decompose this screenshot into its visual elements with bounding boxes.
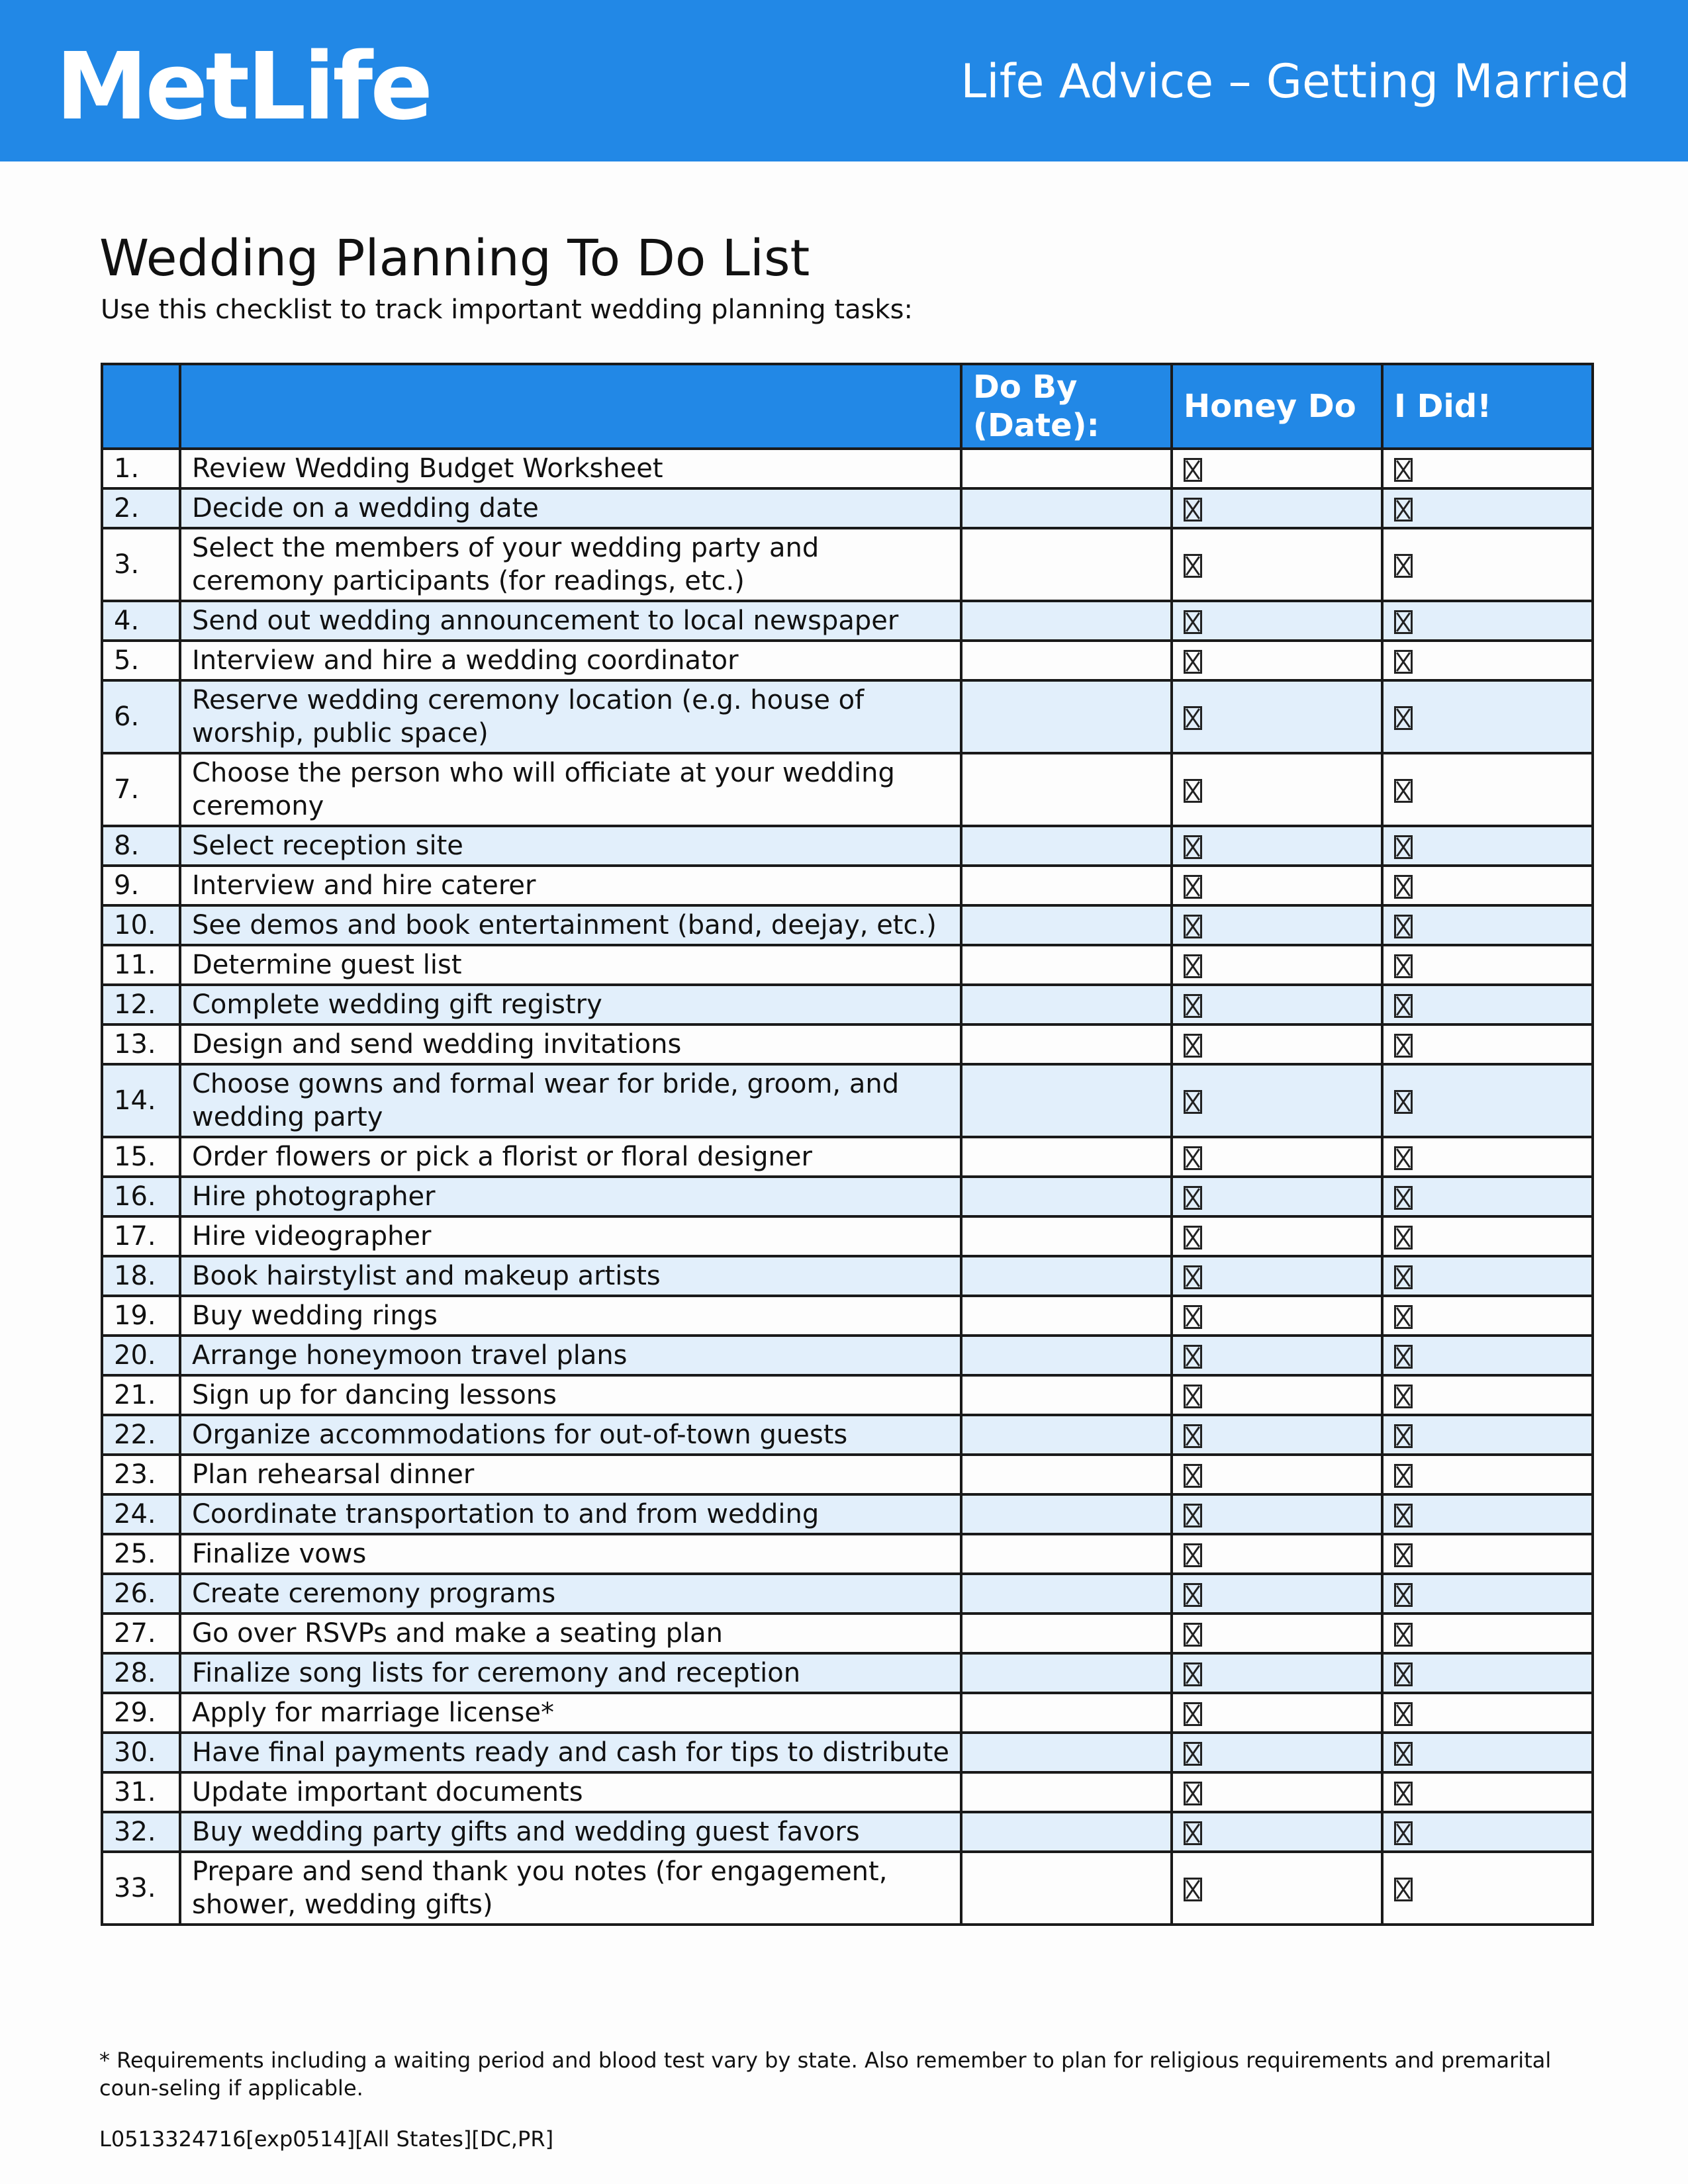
i-did-checkbox-icon[interactable] xyxy=(1394,1034,1413,1058)
i-did-cell xyxy=(1382,449,1593,488)
row-number: 12. xyxy=(102,985,180,1024)
i-did-cell xyxy=(1382,641,1593,680)
honey-do-checkbox-icon[interactable] xyxy=(1184,1782,1202,1805)
do-by-date-cell[interactable] xyxy=(961,1256,1172,1296)
honey-do-cell xyxy=(1172,1614,1382,1653)
do-by-date-cell[interactable] xyxy=(961,753,1172,826)
honey-do-cell xyxy=(1172,1415,1382,1455)
honey-do-cell xyxy=(1172,488,1382,528)
table-row xyxy=(102,1216,1593,1256)
honey-do-cell xyxy=(1172,1296,1382,1336)
i-did-cell xyxy=(1382,1812,1593,1852)
i-did-cell xyxy=(1382,1455,1593,1494)
i-did-cell xyxy=(1382,753,1593,826)
row-task: Prepare and send thank you notes (for engagement, shower, wedding gifts) xyxy=(180,1852,961,1925)
honey-do-checkbox-icon[interactable] xyxy=(1184,835,1202,859)
row-number: 2. xyxy=(102,488,180,528)
row-number: 30. xyxy=(102,1733,180,1772)
table-row xyxy=(102,1614,1593,1653)
i-did-checkbox-icon[interactable] xyxy=(1394,1345,1413,1369)
honey-do-checkbox-icon[interactable] xyxy=(1184,1186,1202,1210)
table-row xyxy=(102,866,1593,905)
i-did-cell xyxy=(1382,1336,1593,1375)
honey-do-checkbox-icon[interactable] xyxy=(1184,1305,1202,1329)
i-did-checkbox-icon[interactable] xyxy=(1394,1186,1413,1210)
i-did-cell xyxy=(1382,1177,1593,1216)
row-number: 9. xyxy=(102,866,180,905)
footnote: * Requirements including a waiting period and blood test vary by state. Also remember to plan for religious requirements and premarital coun-seling if applicable. xyxy=(99,2048,1552,2101)
row-task: Interview and hire a wedding coordinator xyxy=(180,641,961,680)
i-did-checkbox-icon[interactable] xyxy=(1394,1782,1413,1805)
i-did-checkbox-icon[interactable] xyxy=(1394,835,1413,859)
i-did-checkbox-icon[interactable] xyxy=(1394,1265,1413,1289)
honey-do-cell xyxy=(1172,1653,1382,1693)
i-did-checkbox-icon[interactable] xyxy=(1394,610,1413,634)
honey-do-checkbox-icon[interactable] xyxy=(1184,1424,1202,1448)
i-did-checkbox-icon[interactable] xyxy=(1394,1821,1413,1845)
honey-do-checkbox-icon[interactable] xyxy=(1184,610,1202,634)
row-number: 27. xyxy=(102,1614,180,1653)
row-task: Coordinate transportation to and from wedding xyxy=(180,1494,961,1534)
i-did-cell xyxy=(1382,680,1593,753)
header-num xyxy=(102,364,180,449)
i-did-cell xyxy=(1382,1064,1593,1137)
i-did-checkbox-icon[interactable] xyxy=(1394,1583,1413,1607)
i-did-cell xyxy=(1382,1653,1593,1693)
table-row xyxy=(102,1733,1593,1772)
row-task: Order flowers or pick a florist or floral designer xyxy=(180,1137,961,1177)
honey-do-cell xyxy=(1172,641,1382,680)
honey-do-checkbox-icon[interactable] xyxy=(1184,1146,1202,1170)
row-task: Sign up for dancing lessons xyxy=(180,1375,961,1415)
row-task: Buy wedding party gifts and wedding guest favors xyxy=(180,1812,961,1852)
honey-do-checkbox-icon[interactable] xyxy=(1184,498,1202,522)
do-by-date-cell[interactable] xyxy=(961,1653,1172,1693)
i-did-cell xyxy=(1382,1772,1593,1812)
honey-do-checkbox-icon[interactable] xyxy=(1184,1034,1202,1058)
table-row xyxy=(102,1494,1593,1534)
do-by-date-cell[interactable] xyxy=(961,1216,1172,1256)
row-task: Arrange honeymoon travel plans xyxy=(180,1336,961,1375)
table-row xyxy=(102,680,1593,753)
row-task: Choose the person who will officiate at your wedding ceremony xyxy=(180,753,961,826)
i-did-checkbox-icon[interactable] xyxy=(1394,1623,1413,1647)
row-number: 13. xyxy=(102,1024,180,1064)
row-number: 5. xyxy=(102,641,180,680)
i-did-cell xyxy=(1382,905,1593,945)
table-row xyxy=(102,601,1593,641)
row-task: Interview and hire caterer xyxy=(180,866,961,905)
i-did-checkbox-icon[interactable] xyxy=(1394,1504,1413,1527)
row-number: 17. xyxy=(102,1216,180,1256)
row-number: 7. xyxy=(102,753,180,826)
i-did-cell xyxy=(1382,1137,1593,1177)
honey-do-checkbox-icon[interactable] xyxy=(1184,779,1202,803)
row-task: Finalize vows xyxy=(180,1534,961,1574)
do-by-date-cell[interactable] xyxy=(961,826,1172,866)
table-header-row xyxy=(102,364,1593,449)
table-row xyxy=(102,945,1593,985)
page-title: Wedding Planning To Do List xyxy=(99,228,810,287)
i-did-checkbox-icon[interactable] xyxy=(1394,994,1413,1018)
table-row xyxy=(102,449,1593,488)
row-task: Update important documents xyxy=(180,1772,961,1812)
i-did-checkbox-icon[interactable] xyxy=(1394,1305,1413,1329)
i-did-cell xyxy=(1382,1614,1593,1653)
do-by-date-cell[interactable] xyxy=(961,1375,1172,1415)
row-task: Review Wedding Budget Worksheet xyxy=(180,449,961,488)
do-by-date-cell[interactable] xyxy=(961,1733,1172,1772)
honey-do-checkbox-icon[interactable] xyxy=(1184,915,1202,938)
row-task: Create ceremony programs xyxy=(180,1574,961,1614)
page-subtitle: Use this checklist to track important wedding planning tasks: xyxy=(101,295,913,325)
honey-do-cell xyxy=(1172,1137,1382,1177)
do-by-date-cell[interactable] xyxy=(961,945,1172,985)
row-task: Book hairstylist and makeup artists xyxy=(180,1256,961,1296)
honey-do-cell xyxy=(1172,826,1382,866)
honey-do-checkbox-icon[interactable] xyxy=(1184,1623,1202,1647)
i-did-checkbox-icon[interactable] xyxy=(1394,706,1413,730)
do-by-date-cell[interactable] xyxy=(961,449,1172,488)
i-did-checkbox-icon[interactable] xyxy=(1394,498,1413,522)
honey-do-checkbox-icon[interactable] xyxy=(1184,1504,1202,1527)
i-did-checkbox-icon[interactable] xyxy=(1394,1424,1413,1448)
i-did-checkbox-icon[interactable] xyxy=(1394,1878,1413,1901)
table-row xyxy=(102,488,1593,528)
row-task: Hire photographer xyxy=(180,1177,961,1216)
metlife-logo: MetLife xyxy=(56,33,431,141)
row-task: Buy wedding rings xyxy=(180,1296,961,1336)
i-did-checkbox-icon[interactable] xyxy=(1394,915,1413,938)
row-number: 3. xyxy=(102,528,180,601)
row-number: 19. xyxy=(102,1296,180,1336)
table-row xyxy=(102,1296,1593,1336)
i-did-checkbox-icon[interactable] xyxy=(1394,1146,1413,1170)
table-row xyxy=(102,1415,1593,1455)
row-task: Select reception site xyxy=(180,826,961,866)
row-task: Send out wedding announcement to local newspaper xyxy=(180,601,961,641)
honey-do-cell xyxy=(1172,1494,1382,1534)
table-row xyxy=(102,1455,1593,1494)
checklist-table xyxy=(101,363,1594,1926)
table-row xyxy=(102,1375,1593,1415)
honey-do-cell xyxy=(1172,1772,1382,1812)
honey-do-cell xyxy=(1172,1812,1382,1852)
honey-do-checkbox-icon[interactable] xyxy=(1184,1878,1202,1901)
row-task: Select the members of your wedding party and ceremony participants (for readings, etc.) xyxy=(180,528,961,601)
table-row xyxy=(102,753,1593,826)
table-row xyxy=(102,1137,1593,1177)
i-did-checkbox-icon[interactable] xyxy=(1394,1543,1413,1567)
row-number: 4. xyxy=(102,601,180,641)
honey-do-cell xyxy=(1172,449,1382,488)
i-did-cell xyxy=(1382,528,1593,601)
i-did-checkbox-icon[interactable] xyxy=(1394,1226,1413,1250)
i-did-checkbox-icon[interactable] xyxy=(1394,458,1413,482)
do-by-date-cell[interactable] xyxy=(961,1415,1172,1455)
i-did-cell xyxy=(1382,945,1593,985)
table-row xyxy=(102,985,1593,1024)
honey-do-cell xyxy=(1172,680,1382,753)
row-number: 1. xyxy=(102,449,180,488)
honey-do-cell xyxy=(1172,1256,1382,1296)
honey-do-cell xyxy=(1172,1216,1382,1256)
honey-do-checkbox-icon[interactable] xyxy=(1184,650,1202,674)
i-did-checkbox-icon[interactable] xyxy=(1394,650,1413,674)
i-did-cell xyxy=(1382,1494,1593,1534)
table-row xyxy=(102,1534,1593,1574)
do-by-date-cell[interactable] xyxy=(961,1614,1172,1653)
honey-do-checkbox-icon[interactable] xyxy=(1184,1742,1202,1766)
row-task: Go over RSVPs and make a seating plan xyxy=(180,1614,961,1653)
honey-do-cell xyxy=(1172,1455,1382,1494)
table-row xyxy=(102,1812,1593,1852)
table-row xyxy=(102,641,1593,680)
do-by-date-cell[interactable] xyxy=(961,1534,1172,1574)
do-by-date-cell[interactable] xyxy=(961,1296,1172,1336)
row-number: 32. xyxy=(102,1812,180,1852)
header-honey-do: Honey Do xyxy=(1172,364,1382,449)
i-did-checkbox-icon[interactable] xyxy=(1394,1702,1413,1726)
i-did-cell xyxy=(1382,1256,1593,1296)
i-did-cell xyxy=(1382,1415,1593,1455)
do-by-date-cell[interactable] xyxy=(961,601,1172,641)
row-number: 18. xyxy=(102,1256,180,1296)
do-by-date-cell[interactable] xyxy=(961,680,1172,753)
row-task: Plan rehearsal dinner xyxy=(180,1455,961,1494)
row-task: Finalize song lists for ceremony and reception xyxy=(180,1653,961,1693)
row-number: 20. xyxy=(102,1336,180,1375)
table-row xyxy=(102,528,1593,601)
do-by-date-cell[interactable] xyxy=(961,985,1172,1024)
table-row xyxy=(102,1574,1593,1614)
i-did-cell xyxy=(1382,601,1593,641)
honey-do-cell xyxy=(1172,528,1382,601)
honey-do-checkbox-icon[interactable] xyxy=(1184,1090,1202,1114)
row-number: 15. xyxy=(102,1137,180,1177)
honey-do-checkbox-icon[interactable] xyxy=(1184,1464,1202,1488)
honey-do-checkbox-icon[interactable] xyxy=(1184,1226,1202,1250)
i-did-cell xyxy=(1382,826,1593,866)
row-number: 8. xyxy=(102,826,180,866)
row-task: Have final payments ready and cash for tips to distribute xyxy=(180,1733,961,1772)
header-bar xyxy=(0,0,1688,161)
i-did-checkbox-icon[interactable] xyxy=(1394,1090,1413,1114)
row-task: See demos and book entertainment (band, deejay, etc.) xyxy=(180,905,961,945)
i-did-checkbox-icon[interactable] xyxy=(1394,1662,1413,1686)
do-by-date-cell[interactable] xyxy=(961,528,1172,601)
row-task: Design and send wedding invitations xyxy=(180,1024,961,1064)
honey-do-checkbox-icon[interactable] xyxy=(1184,994,1202,1018)
honey-do-cell xyxy=(1172,1693,1382,1733)
row-number: 24. xyxy=(102,1494,180,1534)
i-did-cell xyxy=(1382,1024,1593,1064)
i-did-checkbox-icon[interactable] xyxy=(1394,954,1413,978)
row-number: 28. xyxy=(102,1653,180,1693)
i-did-checkbox-icon[interactable] xyxy=(1394,1385,1413,1408)
table-row xyxy=(102,826,1593,866)
do-by-date-cell[interactable] xyxy=(961,1336,1172,1375)
honey-do-cell xyxy=(1172,1733,1382,1772)
do-by-date-cell[interactable] xyxy=(961,488,1172,528)
do-by-date-cell[interactable] xyxy=(961,1064,1172,1137)
do-by-date-cell[interactable] xyxy=(961,1574,1172,1614)
row-task: Choose gowns and formal wear for bride, groom, and wedding party xyxy=(180,1064,961,1137)
do-by-date-cell[interactable] xyxy=(961,1137,1172,1177)
i-did-checkbox-icon[interactable] xyxy=(1394,554,1413,578)
row-number: 23. xyxy=(102,1455,180,1494)
row-number: 11. xyxy=(102,945,180,985)
row-number: 16. xyxy=(102,1177,180,1216)
honey-do-cell xyxy=(1172,1336,1382,1375)
honey-do-checkbox-icon[interactable] xyxy=(1184,1385,1202,1408)
honey-do-cell xyxy=(1172,1574,1382,1614)
do-by-date-cell[interactable] xyxy=(961,1693,1172,1733)
do-by-date-cell[interactable] xyxy=(961,905,1172,945)
do-by-date-cell[interactable] xyxy=(961,1024,1172,1064)
row-number: 6. xyxy=(102,680,180,753)
table-row xyxy=(102,1177,1593,1216)
do-by-date-cell[interactable] xyxy=(961,1852,1172,1925)
do-by-date-cell[interactable] xyxy=(961,1177,1172,1216)
honey-do-checkbox-icon[interactable] xyxy=(1184,1702,1202,1726)
honey-do-cell xyxy=(1172,945,1382,985)
honey-do-checkbox-icon[interactable] xyxy=(1184,1265,1202,1289)
honey-do-cell xyxy=(1172,1177,1382,1216)
honey-do-cell xyxy=(1172,753,1382,826)
table-row xyxy=(102,1653,1593,1693)
honey-do-checkbox-icon[interactable] xyxy=(1184,954,1202,978)
row-task: Decide on a wedding date xyxy=(180,488,961,528)
do-by-date-cell[interactable] xyxy=(961,866,1172,905)
table-row xyxy=(102,1693,1593,1733)
i-did-checkbox-icon[interactable] xyxy=(1394,779,1413,803)
header-do-by: Do By (Date): xyxy=(961,364,1172,449)
i-did-checkbox-icon[interactable] xyxy=(1394,1742,1413,1766)
honey-do-checkbox-icon[interactable] xyxy=(1184,875,1202,899)
i-did-cell xyxy=(1382,1296,1593,1336)
do-by-date-cell[interactable] xyxy=(961,1494,1172,1534)
i-did-cell xyxy=(1382,1574,1593,1614)
row-number: 25. xyxy=(102,1534,180,1574)
table-row xyxy=(102,1024,1593,1064)
table-row xyxy=(102,1772,1593,1812)
honey-do-checkbox-icon[interactable] xyxy=(1184,706,1202,730)
do-by-date-cell[interactable] xyxy=(961,641,1172,680)
i-did-cell xyxy=(1382,985,1593,1024)
document-code: L0513324716[exp0514][All States][DC,PR] xyxy=(99,2126,554,2152)
do-by-date-cell[interactable] xyxy=(961,1772,1172,1812)
honey-do-checkbox-icon[interactable] xyxy=(1184,1345,1202,1369)
i-did-cell xyxy=(1382,488,1593,528)
row-number: 22. xyxy=(102,1415,180,1455)
do-by-date-cell[interactable] xyxy=(961,1812,1172,1852)
honey-do-cell xyxy=(1172,905,1382,945)
table-row xyxy=(102,1064,1593,1137)
i-did-cell xyxy=(1382,866,1593,905)
i-did-cell xyxy=(1382,1733,1593,1772)
row-task: Complete wedding gift registry xyxy=(180,985,961,1024)
honey-do-cell xyxy=(1172,1064,1382,1137)
table-row xyxy=(102,905,1593,945)
row-task: Hire videographer xyxy=(180,1216,961,1256)
honey-do-cell xyxy=(1172,1024,1382,1064)
honey-do-checkbox-icon[interactable] xyxy=(1184,1543,1202,1567)
i-did-cell xyxy=(1382,1534,1593,1574)
header-i-did: I Did! xyxy=(1382,364,1593,449)
row-task: Reserve wedding ceremony location (e.g. house of worship, public space) xyxy=(180,680,961,753)
honey-do-cell xyxy=(1172,866,1382,905)
i-did-cell xyxy=(1382,1693,1593,1733)
row-task: Organize accommodations for out-of-town guests xyxy=(180,1415,961,1455)
row-task: Determine guest list xyxy=(180,945,961,985)
honey-do-cell xyxy=(1172,601,1382,641)
header-task xyxy=(180,364,961,449)
row-number: 26. xyxy=(102,1574,180,1614)
i-did-checkbox-icon[interactable] xyxy=(1394,1464,1413,1488)
table-row xyxy=(102,1852,1593,1925)
i-did-cell xyxy=(1382,1216,1593,1256)
do-by-date-cell[interactable] xyxy=(961,1455,1172,1494)
i-did-cell xyxy=(1382,1375,1593,1415)
honey-do-checkbox-icon[interactable] xyxy=(1184,1821,1202,1845)
row-number: 10. xyxy=(102,905,180,945)
i-did-cell xyxy=(1382,1852,1593,1925)
row-number: 31. xyxy=(102,1772,180,1812)
row-number: 29. xyxy=(102,1693,180,1733)
honey-do-checkbox-icon[interactable] xyxy=(1184,1662,1202,1686)
honey-do-cell xyxy=(1172,1852,1382,1925)
honey-do-checkbox-icon[interactable] xyxy=(1184,458,1202,482)
table-row xyxy=(102,1336,1593,1375)
honey-do-checkbox-icon[interactable] xyxy=(1184,1583,1202,1607)
row-number: 14. xyxy=(102,1064,180,1137)
honey-do-cell xyxy=(1172,985,1382,1024)
honey-do-cell xyxy=(1172,1534,1382,1574)
honey-do-cell xyxy=(1172,1375,1382,1415)
header-tagline: Life Advice – Getting Married xyxy=(961,54,1630,109)
row-number: 21. xyxy=(102,1375,180,1415)
row-number: 33. xyxy=(102,1852,180,1925)
honey-do-checkbox-icon[interactable] xyxy=(1184,554,1202,578)
table-row xyxy=(102,1256,1593,1296)
i-did-checkbox-icon[interactable] xyxy=(1394,875,1413,899)
row-task: Apply for marriage license* xyxy=(180,1693,961,1733)
